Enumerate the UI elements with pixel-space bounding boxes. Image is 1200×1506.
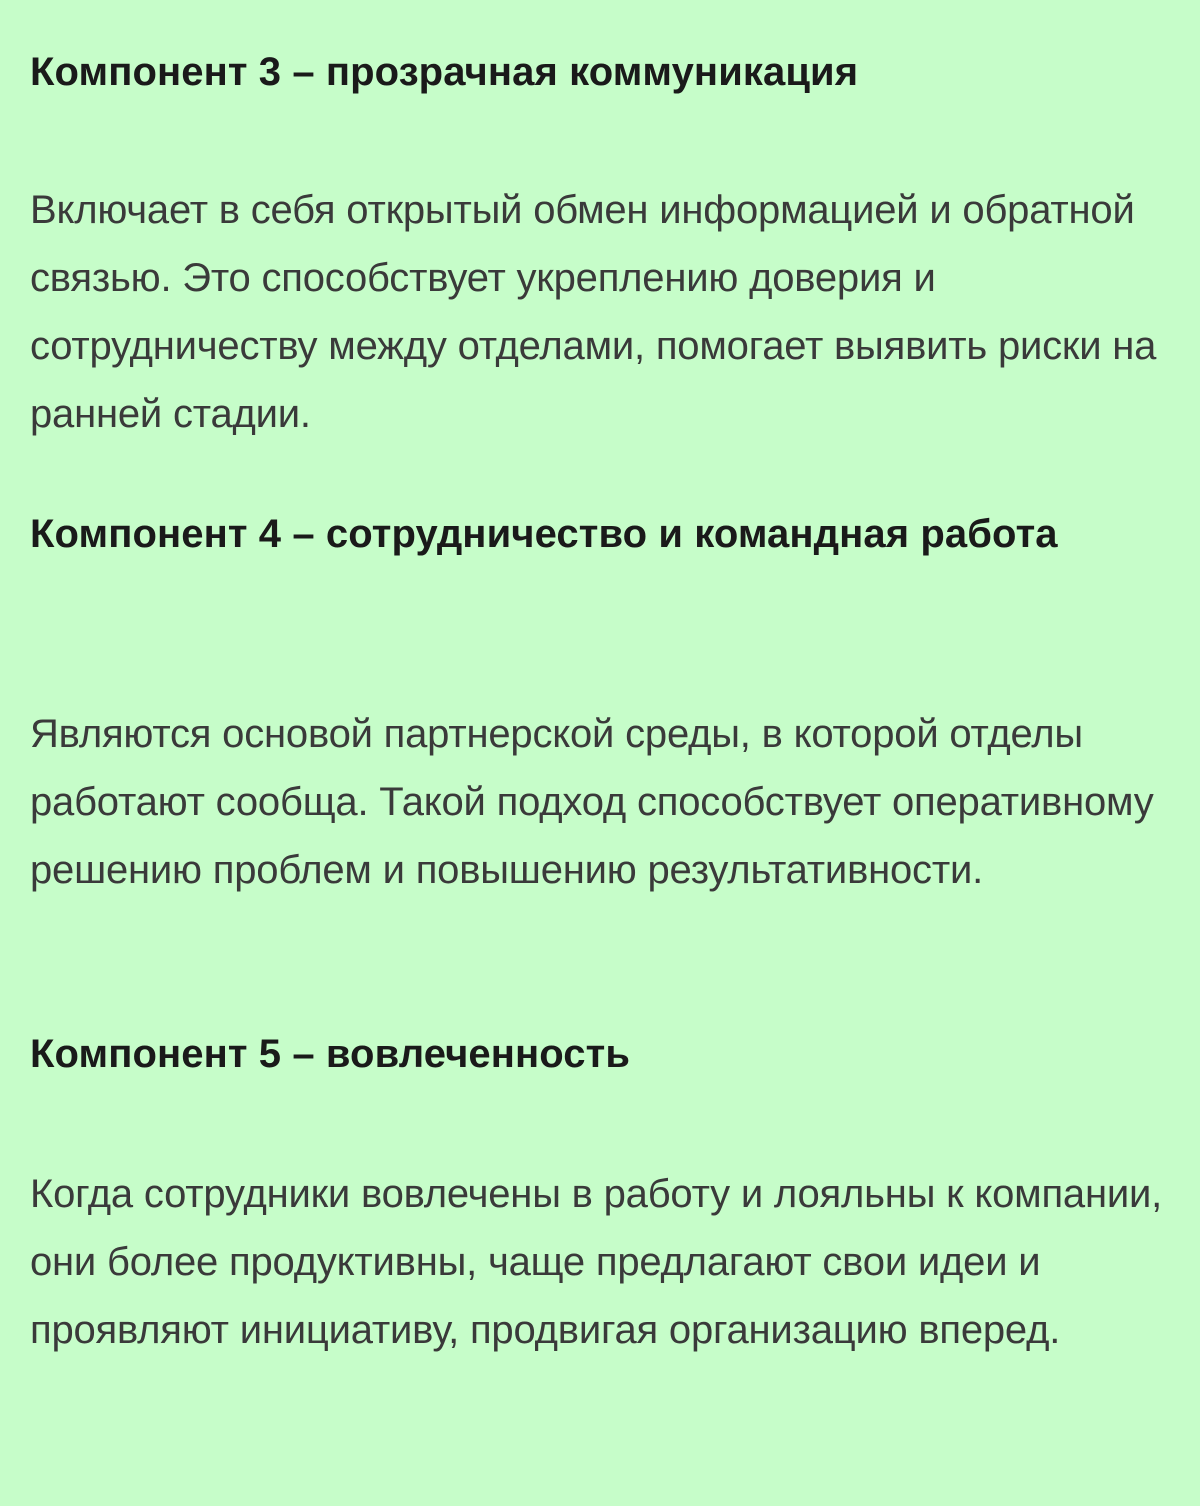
component-5-heading: Компонент 5 – вовлеченность	[30, 1032, 631, 1076]
component-3-heading: Компонент 3 – прозрачная коммуникация	[30, 50, 859, 94]
component-4-description: Являются основой партнерской среды, в которой отделы работают сообща. Такой подход способствует оперативному решению проблем и повышению результативности.	[30, 712, 1154, 892]
component-3-description: Включает в себя открытый обмен информацией и обратной связью. Это способствует укреплению доверия и сотрудничеству между отделами, помогает выявить риски на ранней стадии.	[30, 188, 1157, 436]
component-4-heading: Компонент 4 – сотрудничество и командная работа	[30, 512, 1058, 556]
component-5-description: Когда сотрудники вовлечены в работу и лояльны к компании, они более продуктивны, чаще предлагают свои идеи и проявляют инициативу, продвигая организацию вперед.	[30, 1172, 1163, 1352]
